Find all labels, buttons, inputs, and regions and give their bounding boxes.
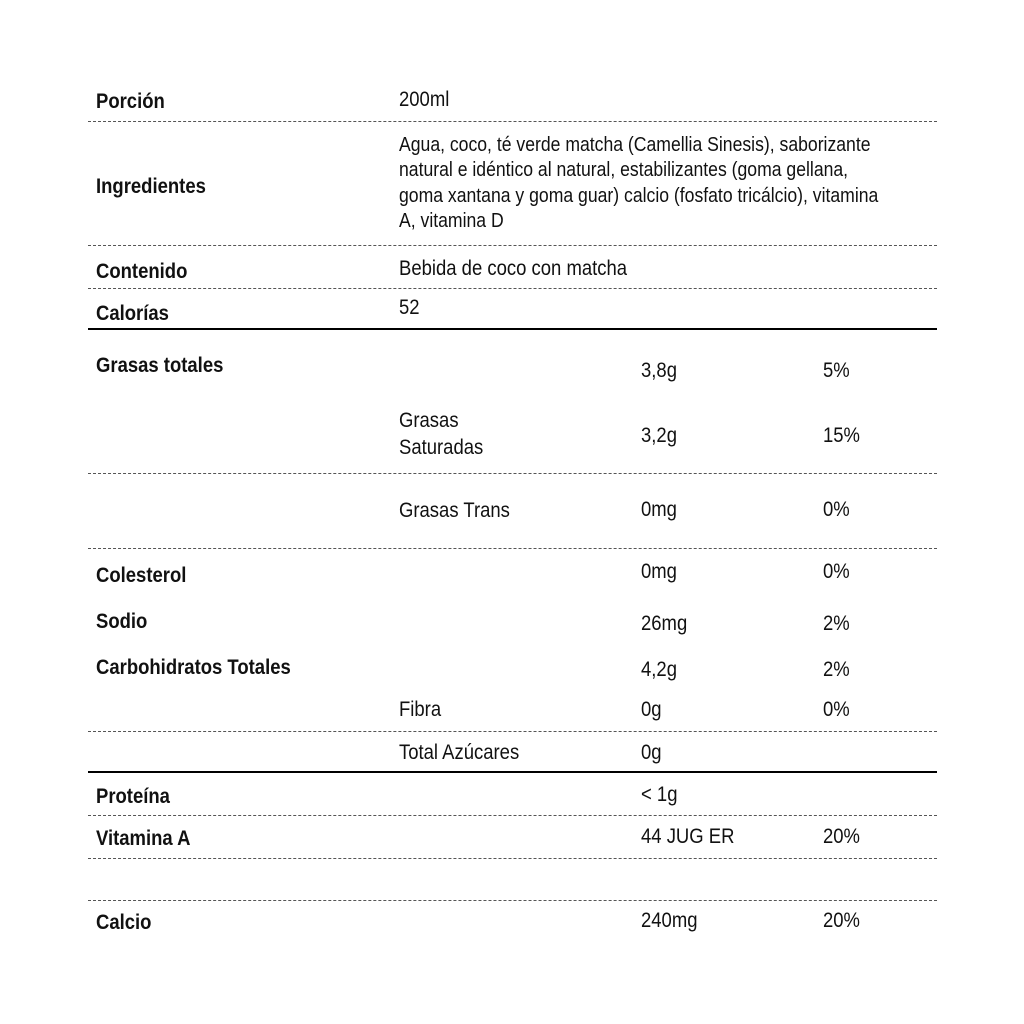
porcion-label: Porción	[96, 90, 165, 113]
colesterol-amount: 0mg	[641, 560, 677, 583]
section-divider	[88, 771, 937, 773]
divider	[88, 858, 937, 859]
carbohidratos-label: Carbohidratos Totales	[96, 656, 291, 679]
sodio-amount: 26mg	[641, 612, 688, 635]
section-divider	[88, 328, 937, 330]
carbohidratos-amount: 4,2g	[641, 658, 677, 681]
ingredientes-line-1: Agua, coco, té verde matcha (Camellia Sinesis), saborizante	[399, 134, 871, 156]
ingredientes-line-3: goma xantana y goma guar) calcio (fosfato tricálcio), vitamina	[399, 185, 879, 207]
calcio-label: Calcio	[96, 911, 152, 934]
grasas-saturadas-label-1: Grasas	[399, 409, 459, 432]
divider	[88, 548, 937, 549]
divider	[88, 731, 937, 732]
grasas-saturadas-amount: 3,2g	[641, 424, 677, 447]
grasas-trans-pct: 0%	[823, 498, 850, 521]
calcio-pct: 20%	[823, 909, 860, 932]
calcio-amount: 240mg	[641, 909, 698, 932]
fibra-label: Fibra	[399, 698, 442, 721]
colesterol-pct: 0%	[823, 560, 850, 583]
divider	[88, 121, 937, 122]
calorias-value: 52	[399, 296, 420, 319]
divider	[88, 900, 937, 901]
ingredientes-line-2: natural e idéntico al natural, estabilizantes (goma gellana,	[399, 159, 849, 181]
proteina-amount: < 1g	[641, 783, 678, 806]
grasas-totales-label: Grasas totales	[96, 354, 224, 377]
grasas-totales-pct: 5%	[823, 359, 850, 382]
grasas-saturadas-label-2: Saturadas	[399, 436, 484, 459]
divider	[88, 473, 937, 474]
porcion-value: 200ml	[399, 88, 450, 111]
contenido-label: Contenido	[96, 260, 188, 283]
colesterol-label: Colesterol	[96, 564, 187, 587]
vitamina-a-pct: 20%	[823, 825, 860, 848]
vitamina-a-amount: 44 JUG ER	[641, 825, 735, 848]
sodio-pct: 2%	[823, 612, 850, 635]
sodio-label: Sodio	[96, 610, 148, 633]
grasas-saturadas-pct: 15%	[823, 424, 860, 447]
fibra-pct: 0%	[823, 698, 850, 721]
grasas-trans-amount: 0mg	[641, 498, 677, 521]
divider	[88, 245, 937, 246]
divider	[88, 288, 937, 289]
divider	[88, 815, 937, 816]
grasas-trans-label: Grasas Trans	[399, 499, 510, 522]
fibra-amount: 0g	[641, 698, 662, 721]
contenido-value: Bebida de coco con matcha	[399, 257, 628, 280]
carbohidratos-pct: 2%	[823, 658, 850, 681]
calorias-label: Calorías	[96, 302, 169, 325]
ingredientes-label: Ingredientes	[96, 175, 206, 198]
grasas-totales-amount: 3,8g	[641, 359, 677, 382]
azucares-amount: 0g	[641, 741, 662, 764]
azucares-label: Total Azúcares	[399, 741, 520, 764]
vitamina-a-label: Vitamina A	[96, 827, 191, 850]
proteina-label: Proteína	[96, 785, 170, 808]
ingredientes-line-4: A, vitamina D	[399, 210, 504, 232]
